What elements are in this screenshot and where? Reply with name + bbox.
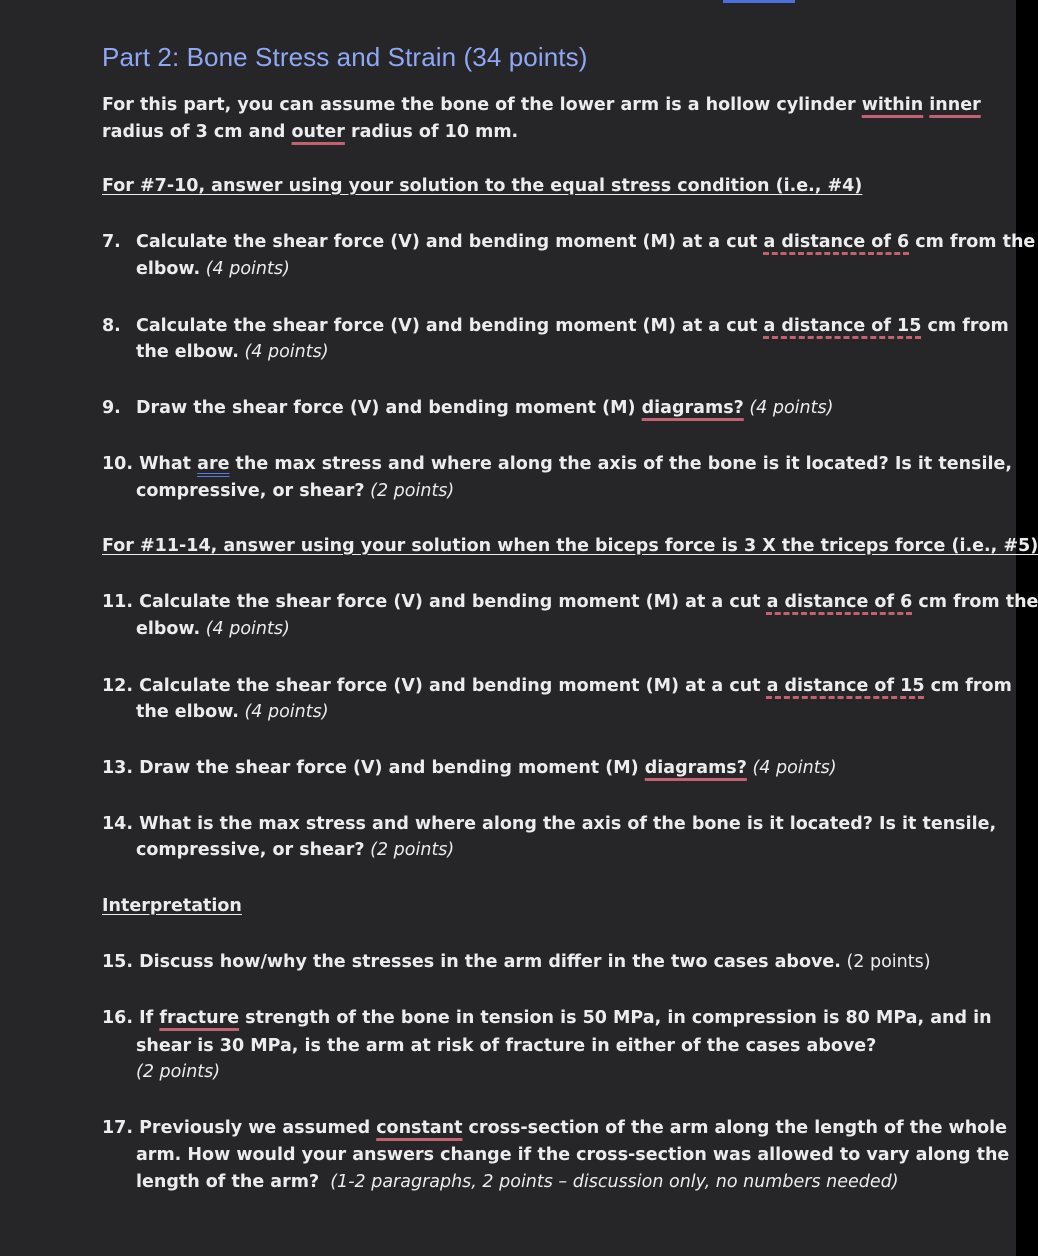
question-7-line-2: elbow. (4 points) — [136, 259, 290, 279]
question-10-line-2: compressive, or shear? (2 points) — [136, 481, 455, 501]
points-label: (4 points) — [743, 398, 834, 418]
scroll-position-indicator — [723, 0, 795, 3]
question-number: 7. — [102, 232, 121, 252]
question-7: 7. Calculate the shear force (V) and bending moment (M) at a cut a distance of 6 cm from the — [102, 229, 1035, 256]
flagged-word-fracture[interactable]: fracture — [159, 1008, 240, 1028]
section-header-biceps-triceps: For #11-14, answer using your solution when the biceps force is 3 X the triceps force (i.e., #5) — [102, 536, 1038, 556]
question-11-line-2: elbow. (4 points) — [136, 619, 290, 639]
question-number: 9. — [102, 398, 121, 418]
question-17: 17. Previously we assumed constant cross-section of the arm along the length of the whole — [102, 1118, 1008, 1138]
flagged-word-within[interactable]: within — [861, 95, 924, 115]
points-label: (2 points) — [364, 481, 455, 501]
question-16: 16. If fracture strength of the bone in tension is 50 MPa, in compression is 80 MPa, and in — [102, 1008, 992, 1028]
question-17-line-3: length of the arm? (1-2 paragraphs, 2 points – discussion only, no numbers needed) — [136, 1172, 899, 1192]
points-label: (4 points) — [200, 619, 290, 639]
flagged-phrase[interactable]: a distance of 15 — [763, 316, 922, 336]
question-16-points: (2 points) — [136, 1062, 221, 1082]
flagged-word-diagrams[interactable]: diagrams? — [644, 758, 747, 778]
question-14-line-2: compressive, or shear? (2 points) — [136, 840, 455, 860]
flagged-phrase[interactable]: a distance of 15 — [766, 676, 925, 696]
question-8: 8. Calculate the shear force (V) and bending moment (M) at a cut a distance of 15 cm from — [102, 313, 1009, 340]
points-label: (4 points) — [238, 342, 329, 362]
question-number: 10. — [102, 454, 134, 474]
question-10: 10. What are the max stress and where along the axis of the bone is it located? Is it tensile, — [102, 454, 1012, 474]
question-12-line-2: the elbow. (4 points) — [136, 702, 329, 722]
question-16-line-2: shear is 30 MPa, is the arm at risk of fracture in either of the cases above? — [136, 1036, 877, 1056]
flagged-word-diagrams[interactable]: diagrams? — [641, 398, 744, 418]
question-number: 8. — [102, 316, 121, 336]
intro-line-1 — [102, 92, 981, 119]
question-number: 17. — [102, 1118, 134, 1138]
question-14: 14. What is the max stress and where along the axis of the bone is it located? Is it tensile, — [102, 814, 997, 834]
page-title: Part 2: Bone Stress and Strain (34 points) — [102, 42, 588, 72]
question-15: 15. Discuss how/why the stresses in the arm differ in the two cases above. (2 points) — [102, 952, 931, 972]
question-17-line-2: arm. How would your answers change if the cross-section was allowed to vary along the — [136, 1145, 1010, 1165]
question-number: 16. — [102, 1008, 134, 1028]
section-header-equal-stress: For #7-10, answer using your solution to the equal stress condition (i.e., #4) — [102, 176, 863, 196]
question-12: 12. Calculate the shear force (V) and bending moment (M) at a cut a distance of 15 cm from — [102, 676, 1012, 696]
section-header-interpretation: Interpretation — [102, 896, 242, 916]
flagged-word-are[interactable]: are — [197, 454, 230, 474]
question-13: 13. Draw the shear force (V) and bending moment (M) diagrams? (4 points) — [102, 758, 837, 778]
question-11: 11. Calculate the shear force (V) and bending moment (M) at a cut a distance of 6 cm from the — [102, 592, 1038, 612]
intro-text: For this part, you can assume the bone of the lower arm is a hollow cylinder — [102, 95, 862, 115]
question-9: 9. Draw the shear force (V) and bending moment (M) diagrams? (4 points) — [102, 395, 833, 422]
points-label: (2 points) — [364, 840, 455, 860]
points-label: (4 points) — [238, 702, 329, 722]
question-number: 12. — [102, 676, 134, 696]
flagged-word-constant[interactable]: constant — [376, 1118, 463, 1138]
points-label: (2 points) — [840, 952, 931, 972]
points-label: (4 points) — [200, 259, 290, 279]
flagged-word-outer[interactable]: outer — [291, 122, 345, 142]
points-label: (1-2 paragraphs, 2 points – discussion only, no numbers needed) — [319, 1172, 899, 1192]
flagged-word-inner[interactable]: inner — [929, 95, 981, 115]
flagged-phrase[interactable]: a distance of 6 — [763, 232, 910, 252]
intro-line-2: radius of 3 cm and outer radius of 10 mm. — [102, 122, 519, 142]
question-number: 13. — [102, 758, 134, 778]
question-number: 14. — [102, 814, 134, 834]
question-number: 11. — [102, 592, 134, 612]
flagged-phrase[interactable]: a distance of 6 — [766, 592, 913, 612]
question-number: 15. — [102, 952, 134, 972]
question-8-line-2: the elbow. (4 points) — [136, 342, 329, 362]
points-label: (4 points) — [746, 758, 837, 778]
